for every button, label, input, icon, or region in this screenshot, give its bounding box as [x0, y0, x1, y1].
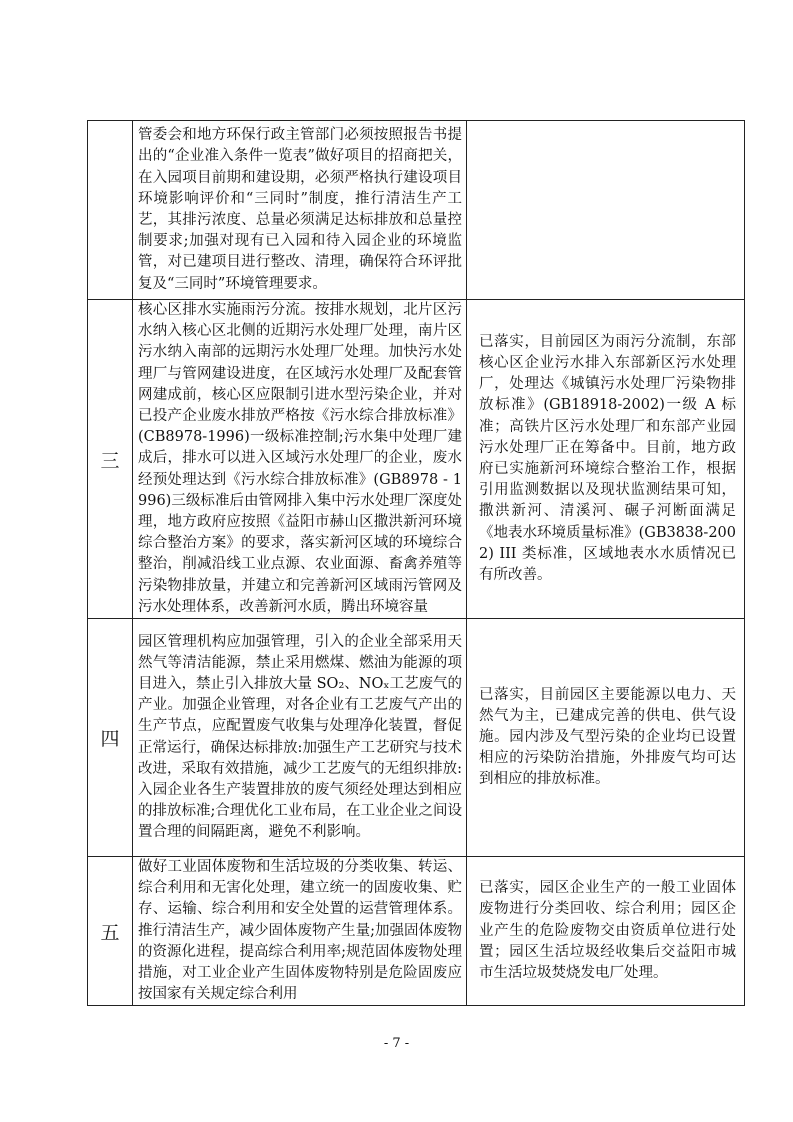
status-cell	[467, 857, 745, 1006]
status-cell	[467, 619, 745, 857]
requirement-cell	[133, 300, 467, 619]
row-number: 五	[100, 921, 120, 944]
requirement-cell	[133, 857, 467, 1006]
table-row	[88, 121, 745, 300]
requirement-text: 做好工业固体废物和生活垃圾的分类收集、转运、综合利用和无害化处理，建立统一的固废收集、贮存、运输、综合利用和安全处置的运营管理体系。推行清洁生产，减少固体废物产生量;加强固体废物的资源化进程，提高综合利用率;规范固体废物处理措施，对工业企业产生固体废物特别是危险固废应按国家有关规定综合利用	[138, 859, 462, 1003]
requirement-text: 园区管理机构应加强管理，引入的企业全部采用天然气等清洁能源，禁止采用燃煤、燃油为能源的项目进入，禁止引入排放大量 SO₂、NOₓ工艺废气的产业。加强企业管理，对各企业有工艺废气产出的生产节点，应配置废气收集与处理净化装置，督促正常运行，确保达标排放:加强生产工艺研究与技术改进，采取有效措施，减少工艺废气的无组织排放:入园企业各生产装置排放的废气须经处理达到相应的排放标准;合理优化工业布局，在工业企业之间设置合理的间隔距离，避免不利影响。	[138, 633, 462, 841]
status-cell	[467, 300, 745, 619]
status-text: 已落实，目前园区为雨污分流制，东部核心区企业污水排入东部新区污水处理厂，处理达《城镇污水处理厂污染物排放标准》(GB18918-2002)一级 A 标准；高铁片区污水处理厂和东部产业园污水处理厂正在筹备中。目前，地方政府已实施新河环境综合整治工作，根据引用监测数据以及现状监测结果可知，撒洪新河、清溪河、碾子河断面满足《地表水环境质量标准》(GB3838-2002) III 类标准，区域地表水水质情况已有所改善。	[479, 333, 736, 584]
row-number: 四	[100, 728, 120, 751]
requirement-text: 核心区排水实施雨污分流。按排水规划，北片区污水纳入核心区北侧的近期污水处理厂处理，南片区污水纳入南部的远期污水处理厂处理。加快污水处理厂与管网建设进度，在区域污水处理厂及配套管网建成前，核心区应限制引进水型污染企业，并对已投产企业废水排放严格按《污水综合排放标准》(CB8978-1996)一级标准控制;污水集中处理厂建成后，排水可以进入区域污水处理厂的企业，废水经预处理达到《污水综合排放标准》(GB8978 - 1996)三级标准后由管网排入集中污水处理厂深度处理，地方政府应按照《益阳市赫山区撒洪新河环境综合整治方案》的要求，落实新河区域的环境综合整治，削减沿线工业点源、农业面源、畜禽养殖等污染物排放量，并建立和完善新河区域雨污管网及污水处理体系，改善新河水质，腾出环境容量	[138, 302, 462, 615]
requirement-cell	[133, 121, 467, 300]
status-cell	[467, 121, 745, 300]
requirement-text: 管委会和地方环保行政主管部门必须按照报告书提出的“企业准入条件一览表”做好项目的招商把关，在入园项目前期和建设期，必须严格执行建设项目环境影响评价和“三同时”制度，推行清洁生产工艺，其排污浓度、总量必须满足达标排放和总量控制要求;加强对现有已入园和待入园企业的环境监管，对已建项目进行整改、清理，确保符合环评批复及“三同时”环境管理要求。	[138, 127, 462, 292]
status-text: 已落实，目前园区主要能源以电力、天然气为主，已建成完善的供电、供气设施。园内涉及气型污染的企业均已设置相应的污染防治措施，外排废气均可达到相应的排放标准。	[479, 686, 736, 788]
row-number: 三	[100, 449, 120, 472]
table-row	[88, 857, 745, 1006]
row-number-cell	[88, 121, 133, 300]
row-number-cell	[88, 857, 133, 1006]
requirement-cell	[133, 619, 467, 857]
page-number: - 7 -	[383, 1036, 410, 1051]
table-row	[88, 300, 745, 619]
requirements-table	[87, 120, 745, 1006]
row-number-cell	[88, 619, 133, 857]
row-number-cell	[88, 300, 133, 619]
status-text: 已落实，园区企业生产的一般工业固体废物进行分类回收、综合利用；园区企业产生的危险废物交由资质单位进行处置；园区生活垃圾经收集后交益阳市城市生活垃圾焚烧发电厂处理。	[479, 880, 736, 982]
table-row	[88, 619, 745, 857]
